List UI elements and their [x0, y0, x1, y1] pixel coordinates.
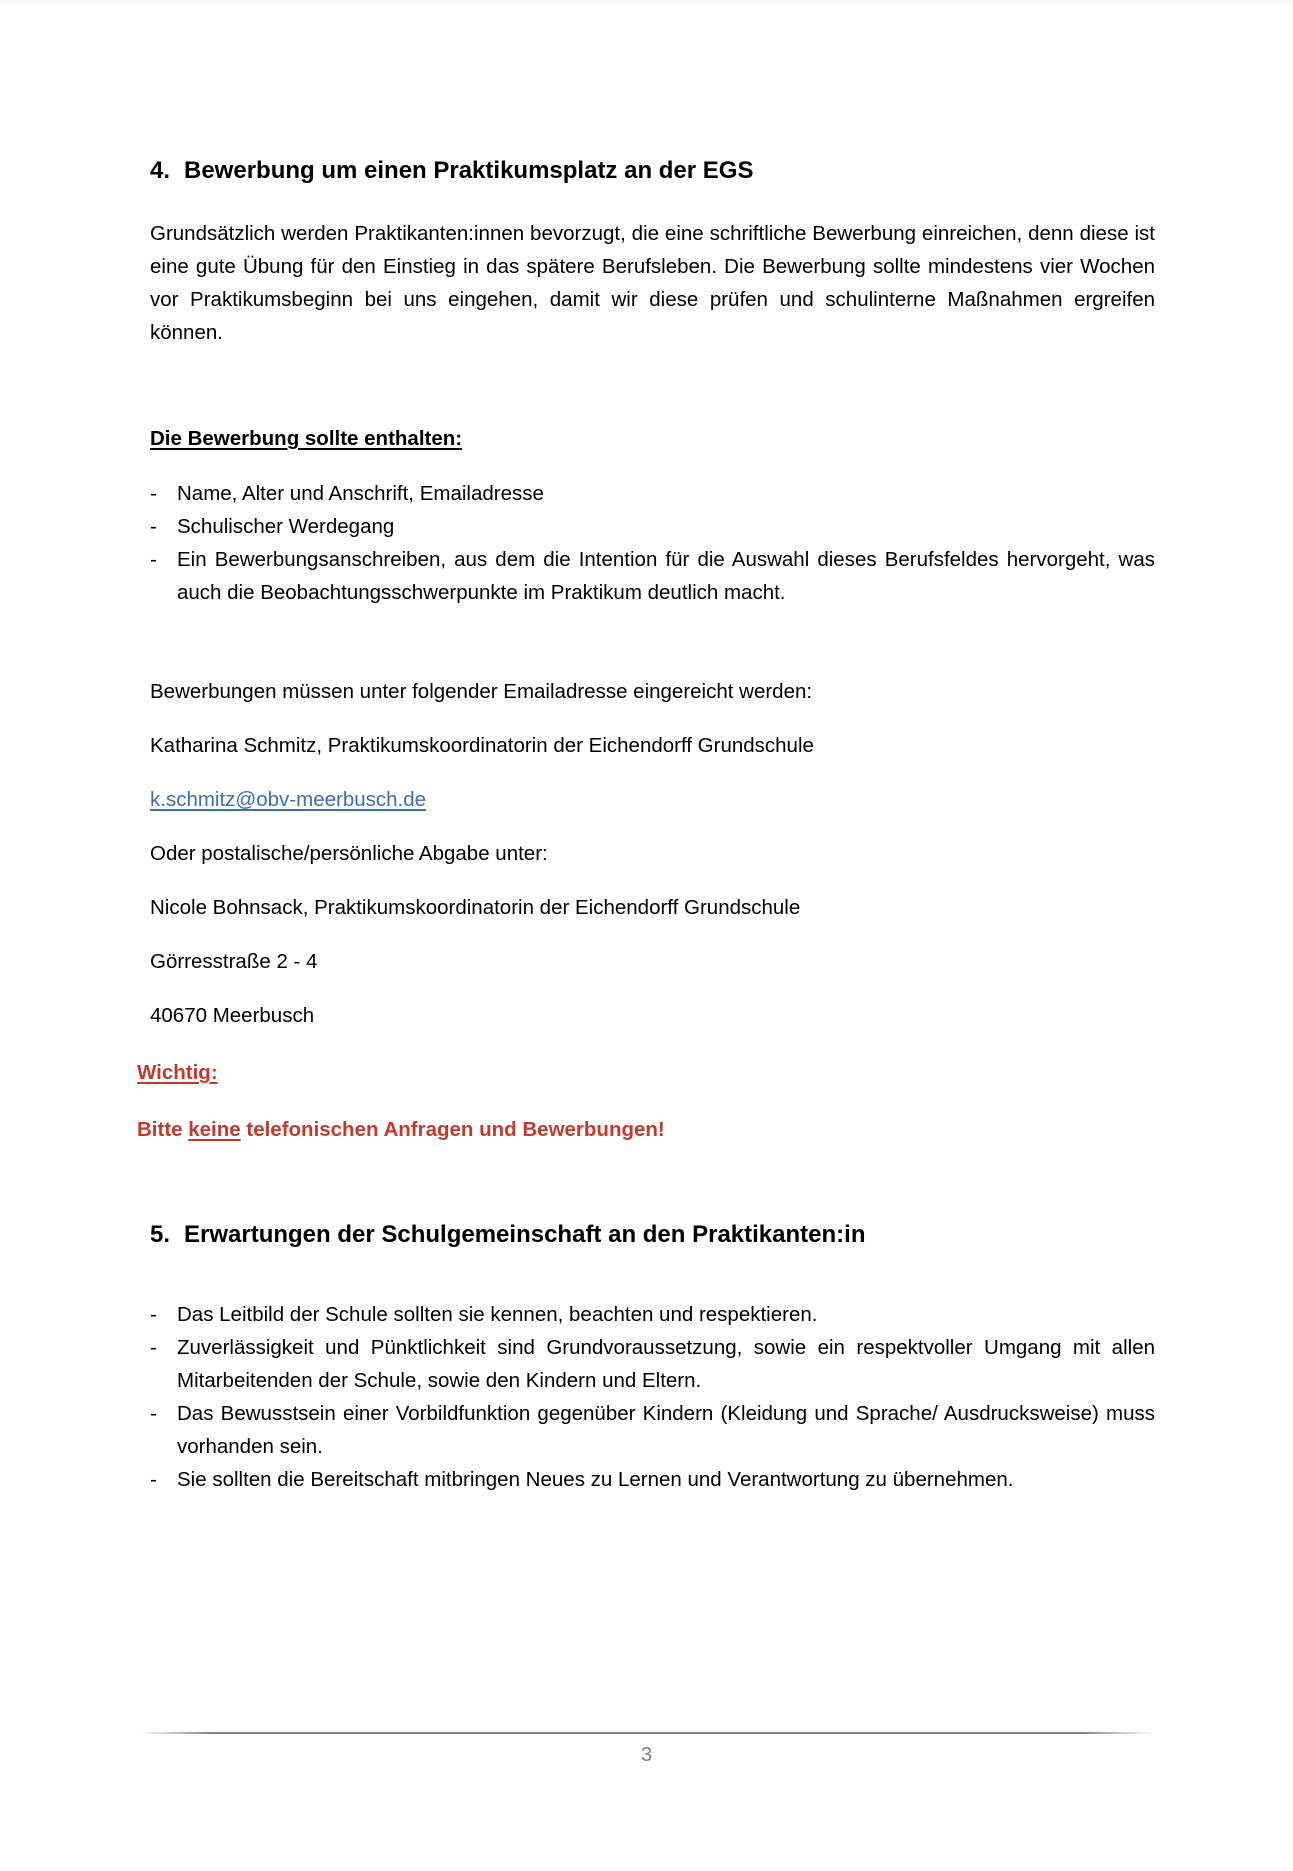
- list-item-text: Zuverlässigkeit und Pünktlichkeit sind Grundvoraussetzung, sowie ein respektvoller Umgang mit allen Mitarbeitenden der Schule, sowie den Kindern und Eltern.: [177, 1336, 1155, 1392]
- email-link-line: [150, 783, 1155, 816]
- section-5-heading: [150, 1220, 1155, 1250]
- dash-bullet: -: [150, 1303, 157, 1326]
- list-item-text: Das Leitbild der Schule sollten sie kennen, beachten und respektieren.: [177, 1303, 818, 1326]
- street-address: Görresstraße 2 - 4: [150, 950, 318, 973]
- important-note-suffix: telefonischen Anfragen und Bewerbungen!: [240, 1118, 665, 1141]
- list-item-text: Das Bewusstsein einer Vorbildfunktion gegenüber Kindern (Kleidung und Sprache/ Ausdrucksweise) muss vorhanden sein.: [177, 1402, 1155, 1458]
- list-item-text: Name, Alter und Anschrift, Emailadresse: [177, 482, 544, 505]
- section-4-intro-paragraph: Grundsätzlich werden Praktikanten:innen bevorzugt, die eine schriftliche Bewerbung einreichen, denn diese ist eine gute Übung für den Einstieg in das spätere Berufsleben. Die Bewerbung sollte mindestens vier Wochen vor Praktikumsbeginn bei uns eingehen, damit wir diese prüfen und schulinterne Maßnahmen ergreifen können.: [150, 222, 1155, 344]
- application-contents-subheading: Die Bewerbung sollte enthalten:: [150, 427, 463, 450]
- postal-instruction: Oder postalische/persönliche Abgabe unter:: [150, 842, 548, 865]
- footer-divider: [140, 1732, 1153, 1734]
- city-address: 40670 Meerbusch: [150, 1004, 315, 1027]
- submission-instruction: Bewerbungen müssen unter folgender Emailadresse eingereicht werden:: [150, 680, 813, 703]
- dash-bullet: -: [150, 1402, 157, 1425]
- important-note: [137, 1113, 1155, 1146]
- dash-bullet: -: [150, 1468, 157, 1491]
- email-contact-line: Katharina Schmitz, Praktikumskoordinatorin der Eichendorff Grundschule: [150, 734, 814, 757]
- list-item-text: Sie sollten die Bereitschaft mitbringen Neues zu Lernen und Verantwortung zu übernehmen.: [177, 1468, 1014, 1491]
- list-item: [150, 477, 1155, 510]
- postal-contact-line: Nicole Bohnsack, Praktikumskoordinatorin der Eichendorff Grundschule: [150, 896, 801, 919]
- list-item: [150, 510, 1155, 543]
- list-item: [150, 1463, 1155, 1496]
- dash-bullet: -: [150, 1336, 157, 1359]
- section-4-title: Bewerbung um einen Praktikumsplatz an der EGS: [184, 157, 754, 184]
- section-4-heading: [150, 156, 1155, 186]
- important-note-keyword: keine: [188, 1118, 241, 1141]
- dash-bullet: -: [150, 482, 157, 505]
- list-item: [150, 543, 1155, 609]
- list-item: [150, 1397, 1155, 1463]
- dash-bullet: -: [150, 515, 157, 538]
- application-requirements-list: [150, 477, 1155, 609]
- dash-bullet: -: [150, 548, 157, 571]
- list-item: [150, 1331, 1155, 1397]
- section-4-number: 4.: [150, 157, 171, 184]
- list-item-text: Schulischer Werdegang: [177, 515, 395, 538]
- important-label: Wichtig:: [137, 1061, 218, 1084]
- list-item: [150, 1298, 1155, 1331]
- important-note-prefix: Bitte: [137, 1118, 189, 1141]
- expectations-list: [150, 1298, 1155, 1496]
- section-5-number: 5.: [150, 1221, 171, 1248]
- list-item-text: Ein Bewerbungsanschreiben, aus dem die Intention für die Auswahl dieses Berufsfeldes hervorgeht, was auch die Beobachtungsschwerpunkte im Praktikum deutlich macht.: [177, 548, 1155, 604]
- email-link[interactable]: k.schmitz@obv-meerbusch.de: [150, 788, 427, 811]
- page-number: 3: [640, 1744, 653, 1766]
- section-5-title: Erwartungen der Schulgemeinschaft an den Praktikanten:in: [184, 1221, 866, 1248]
